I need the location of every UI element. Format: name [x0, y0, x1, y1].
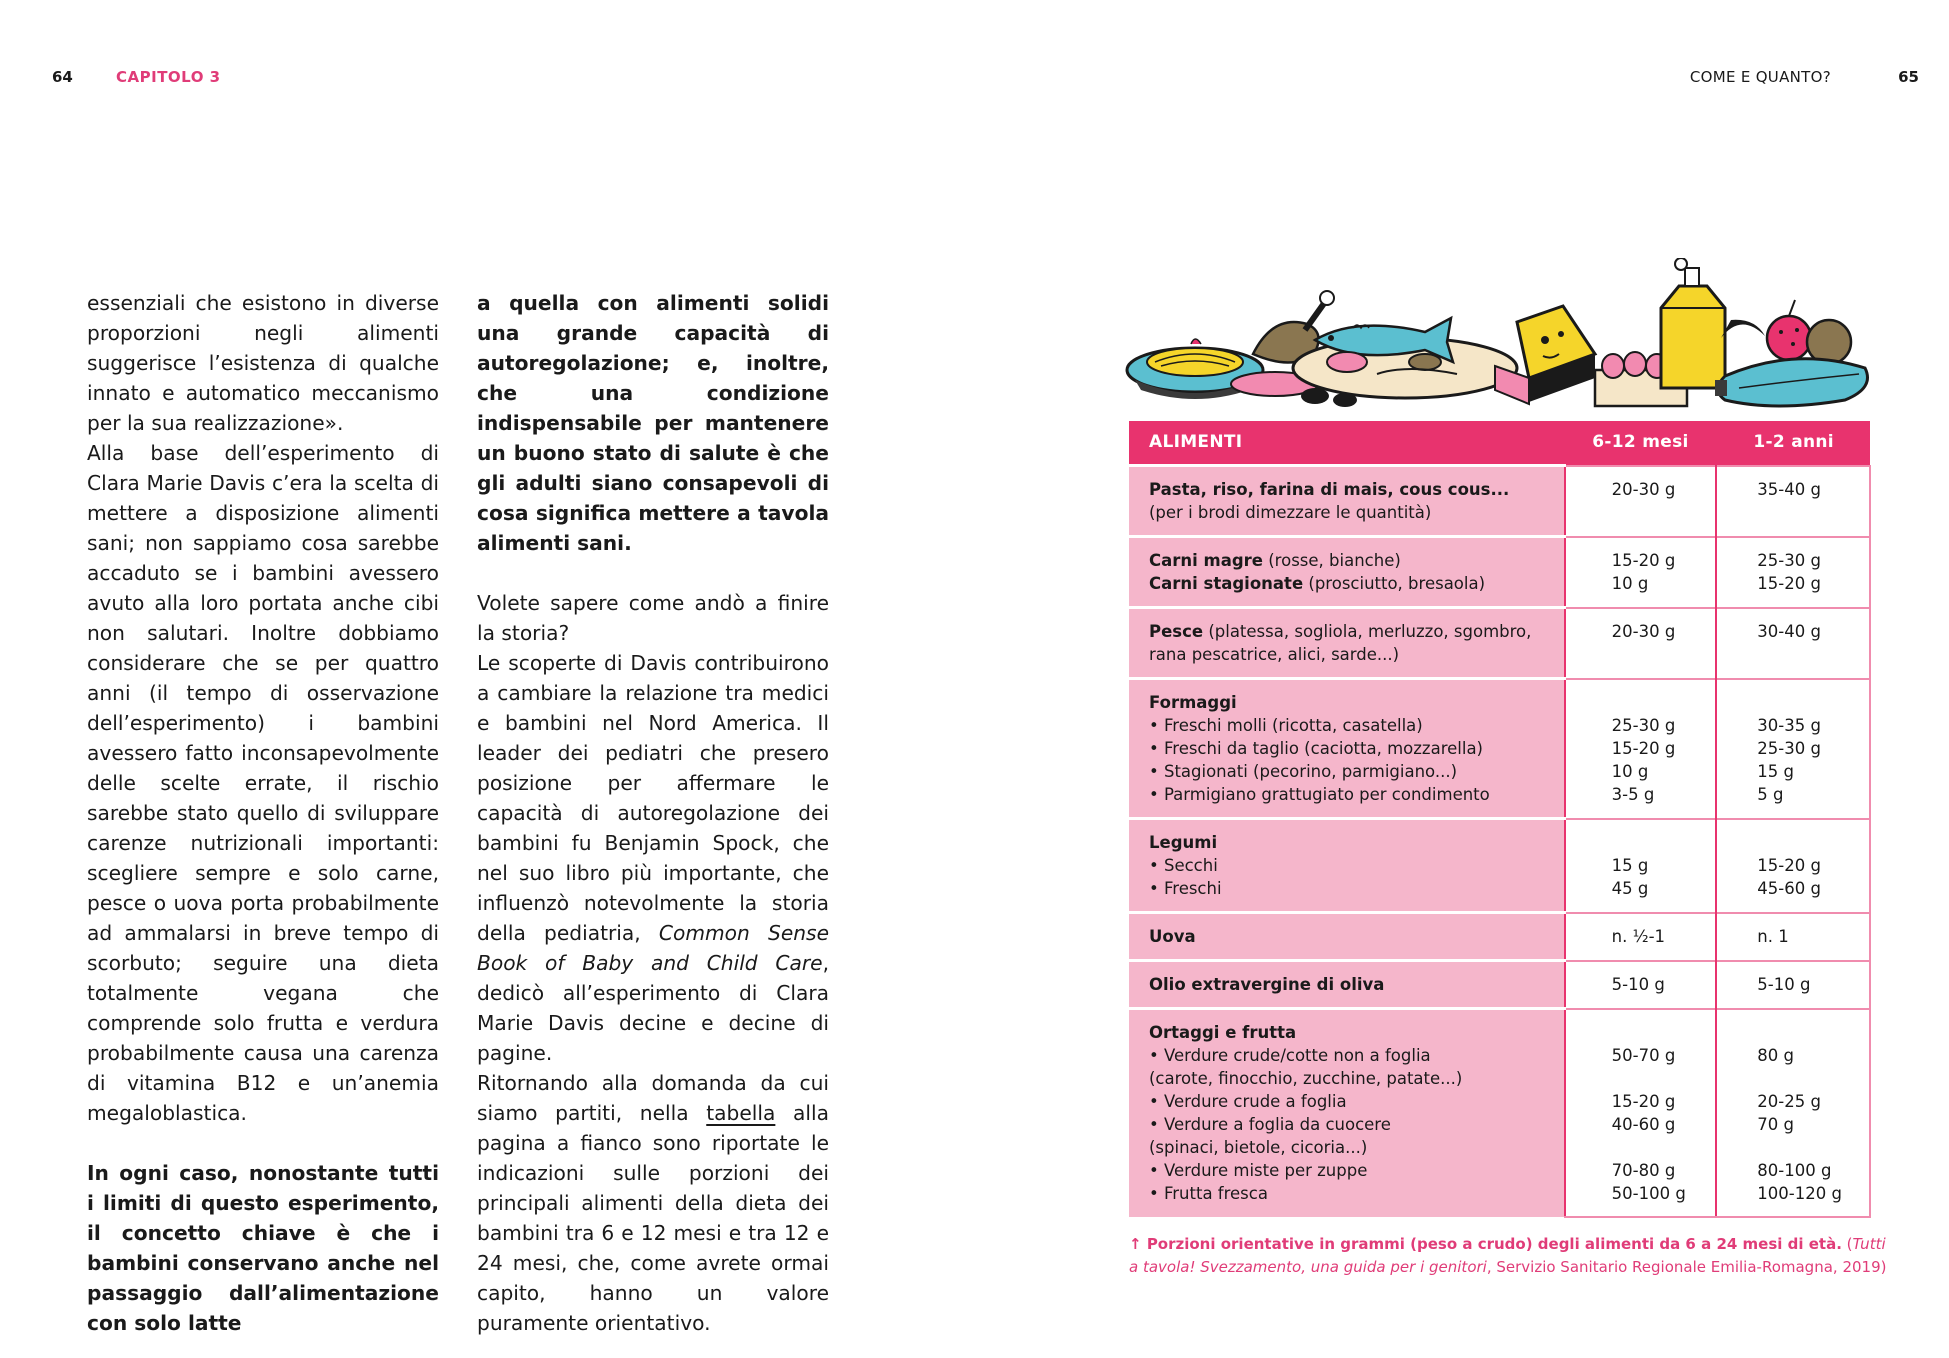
page-number-right: 65: [1898, 68, 1919, 86]
food-detail: • Verdure crude a foglia: [1149, 1092, 1347, 1111]
food-name: Olio extravergine di oliva: [1149, 975, 1385, 994]
portion-value: [1612, 831, 1716, 854]
value-6-12-months: [1565, 466, 1717, 537]
portion-value: 15-20 g: [1611, 738, 1676, 758]
value-6-12-months: [1565, 1009, 1717, 1217]
portion-value: [1757, 691, 1869, 714]
book-title: Common Sense Book of Baby and Child Care: [477, 921, 829, 975]
food-name: Formaggi: [1149, 693, 1237, 712]
table-link[interactable]: tabella: [706, 1101, 776, 1125]
food-name: Uova: [1149, 927, 1196, 946]
portion-value: 50-70 g: [1611, 1045, 1676, 1065]
portion-value: [1757, 1067, 1869, 1090]
value-6-12-months: [1565, 961, 1717, 1009]
portion-value: 20-30 g: [1611, 621, 1676, 641]
food-cell: [1129, 961, 1565, 1009]
portion-value: 5-10 g: [1757, 974, 1811, 994]
table-row: [1129, 819, 1870, 913]
column-header-6-12-months: 6-12 mesi: [1565, 421, 1717, 466]
section-title: COME E QUANTO?: [1689, 68, 1831, 86]
table-row: [1129, 1009, 1870, 1217]
food-detail: • Freschi da taglio (caciotta, mozzarella): [1149, 739, 1483, 758]
food-name: Ortaggi e frutta: [1149, 1023, 1297, 1042]
value-6-12-months: [1565, 608, 1717, 679]
portion-value: 45-60 g: [1757, 878, 1821, 898]
food-detail: rana pescatrice, alici, sarde...): [1149, 645, 1400, 664]
food-cell: [1129, 466, 1565, 537]
food-illustration-icon: [1125, 258, 1870, 416]
food-detail: • Frutta fresca: [1149, 1184, 1268, 1203]
page-number-left: 64: [52, 68, 73, 86]
portion-value: 30-35 g: [1757, 715, 1821, 735]
portion-value: [1612, 1136, 1716, 1159]
food-detail: (per i brodi dimezzare le quantità): [1149, 503, 1432, 522]
portion-value: [1612, 1067, 1716, 1090]
value-6-12-months: [1565, 819, 1717, 913]
source-title: Tutti a tavola! Svezzamento, una guida per i genitori: [1129, 1235, 1886, 1276]
food-cell: [1129, 537, 1565, 608]
value-6-12-months: [1565, 679, 1717, 819]
food-detail: (carote, finocchio, zucchine, patate...): [1149, 1069, 1463, 1088]
paragraph: Ritornando alla domanda da cui siamo partiti, nella tabella alla pagina a fianco sono riportate le indicazioni sulle porzioni dei principali alimenti della dieta dei bambini tra 6 e 12 mesi e tra 12 e 24 mesi, che, come avrete ormai capito, hanno un valore puramente orientativo.: [477, 1071, 829, 1335]
portion-value: 45 g: [1611, 878, 1649, 898]
portion-value: 10 g: [1611, 573, 1649, 593]
food-detail: (rosse, bianche): [1263, 551, 1401, 570]
food-cell: [1129, 608, 1565, 679]
table-row: [1129, 537, 1870, 608]
food-name: Legumi: [1149, 833, 1218, 852]
food-detail: • Freschi molli (ricotta, casatella): [1149, 716, 1423, 735]
food-name: Carni stagionate: [1149, 574, 1304, 593]
food-cell: [1129, 819, 1565, 913]
value-1-2-years: [1716, 466, 1870, 537]
portion-value: 25-30 g: [1757, 550, 1821, 570]
food-detail: • Freschi: [1149, 879, 1222, 898]
table-row: [1129, 466, 1870, 537]
portion-value: 35-40 g: [1757, 479, 1821, 499]
food-cell: [1129, 679, 1565, 819]
portion-value: 15-20 g: [1611, 550, 1676, 570]
paragraph: Volete sapere come andò a finire la storia?: [477, 591, 829, 645]
portion-value: 50-100 g: [1611, 1183, 1686, 1203]
paragraph: Alla base dell’esperimento di Clara Marie Davis c’era la scelta di mettere a disposizione alimenti sani; non sappiamo cosa sarebbe accaduto se i bambini avessero avuto alla loro portata anche cibi non salutari. Inoltre dobbiamo considerare che se per quattro anni (il tempo di osservazione dell’esperimento) i bambini avessero fatto inconsapevolmente delle scelte errate, il rischio sarebbe stato quello di sviluppare carenze nutrizionali importanti: scegliere sempre e solo carne, pesce o uova porta probabilmente ad ammalarsi in breve tempo di scorbuto; seguire una dieta totalmente vegana che comprende solo frutta e verdura probabilmente causa una carenza di vitamina B12 e un’anemia megaloblastica.: [87, 441, 439, 1125]
portion-value: 15-20 g: [1757, 573, 1821, 593]
value-1-2-years: [1716, 913, 1870, 961]
column-header-food: ALIMENTI: [1129, 421, 1565, 466]
food-detail: (spinaci, bietole, cicoria...): [1149, 1138, 1368, 1157]
paragraph-bold: In ogni caso, nonostante tutti i limiti di questo esperimento, il concetto chiave è che i bambini conservano anche nel passaggio dall’alimentazione con solo latte: [87, 1161, 439, 1335]
portion-value: 80-100 g: [1757, 1160, 1832, 1180]
portion-value: 25-30 g: [1611, 715, 1676, 735]
food-name: Pesce: [1149, 622, 1204, 641]
portion-value: 5 g: [1757, 784, 1784, 804]
portion-value: [1612, 691, 1716, 714]
portion-value: [1757, 831, 1869, 854]
table-row: [1129, 608, 1870, 679]
food-name: Pasta, riso, farina di mais, cous cous...: [1149, 480, 1510, 499]
table-caption: ↑ Porzioni orientative in grammi (peso a crudo) degli alimenti da 6 a 24 mesi di età. (Tutti a tavola! Svezzamento, una guida per i genitori, Servizio Sanitario Regionale Emilia-Romagna, 2019): [1129, 1235, 1887, 1276]
food-detail: • Verdure miste per zuppe: [1149, 1161, 1368, 1180]
portion-value: 10 g: [1611, 761, 1649, 781]
portion-value: 20-25 g: [1757, 1091, 1821, 1111]
chapter-title: CAPITOLO 3: [116, 68, 221, 86]
food-detail: (platessa, sogliola, merluzzo, sgombro,: [1203, 622, 1532, 641]
table-row: [1129, 913, 1870, 961]
food-detail: • Verdure crude/cotte non a foglia: [1149, 1046, 1431, 1065]
portion-value: [1757, 1021, 1869, 1044]
food-cell: [1129, 1009, 1565, 1217]
food-detail: • Stagionati (pecorino, parmigiano...): [1149, 762, 1458, 781]
arrow-up-icon: ↑: [1129, 1235, 1142, 1253]
portion-value: 100-120 g: [1757, 1183, 1842, 1203]
portion-value: [1757, 1136, 1869, 1159]
table-row: [1129, 679, 1870, 819]
portion-value: 70-80 g: [1611, 1160, 1676, 1180]
food-detail: • Parmigiano grattugiato per condimento: [1149, 785, 1490, 804]
food-detail: • Secchi: [1149, 856, 1218, 875]
portion-value: 5-10 g: [1611, 974, 1665, 994]
portions-table: [1129, 421, 1871, 1218]
portion-value: 70 g: [1757, 1114, 1794, 1134]
portion-value: n. ½-1: [1611, 926, 1666, 946]
portion-value: [1612, 1021, 1716, 1044]
table-row: [1129, 961, 1870, 1009]
value-1-2-years: [1716, 819, 1870, 913]
value-6-12-months: [1565, 913, 1717, 961]
paragraph: essenziali che esistono in diverse proporzioni negli alimenti suggerisce l’esistenza di qualche innato e automatico meccanismo per la sua realizzazione».: [87, 291, 439, 435]
paragraph-bold: a quella con alimenti solidi una grande capacità di autoregolazione; e, inoltre, che una condizione indispensabile per mantenere un buono stato di salute è che gli adulti siano consapevoli di cosa significa mettere a tavola alimenti sani.: [477, 291, 829, 555]
column-header-1-2-years: 1-2 anni: [1716, 421, 1870, 466]
text-column-1: [87, 288, 439, 1338]
value-1-2-years: [1716, 1009, 1870, 1217]
food-detail: • Verdure a foglia da cuocere: [1149, 1115, 1391, 1134]
text-column-2: [477, 288, 829, 1338]
value-1-2-years: [1716, 537, 1870, 608]
portion-value: 15 g: [1611, 855, 1649, 875]
value-6-12-months: [1565, 537, 1717, 608]
food-cell: [1129, 913, 1565, 961]
value-1-2-years: [1716, 608, 1870, 679]
value-1-2-years: [1716, 961, 1870, 1009]
portion-value: 15-20 g: [1757, 855, 1821, 875]
portion-value: 15-20 g: [1611, 1091, 1676, 1111]
portion-value: 40-60 g: [1611, 1114, 1676, 1134]
portion-value: 80 g: [1757, 1045, 1794, 1065]
portion-value: 3-5 g: [1611, 784, 1655, 804]
portion-value: n. 1: [1757, 926, 1789, 946]
table-header-row: [1129, 421, 1870, 466]
portion-value: 15 g: [1757, 761, 1794, 781]
value-1-2-years: [1716, 679, 1870, 819]
paragraph: Le scoperte di Davis contribuirono a cambiare la relazione tra medici e bambini nel Nord America. Il leader dei pediatri che presero posizione per affermare le capacità di autoregolazione dei bambini fu Benjamin Spock, che nel suo libro più importante, che influenzò notevolmente la storia della pediatria, Common Sense Book of Baby and Child Care, dedicò all’esperimento di Clara Marie Davis decine e decine di pagine.: [477, 651, 829, 1065]
portion-value: 20-30 g: [1611, 479, 1676, 499]
food-detail: (prosciutto, bresaola): [1303, 574, 1486, 593]
portion-value: 25-30 g: [1757, 738, 1821, 758]
food-name: Carni magre: [1149, 551, 1263, 570]
portion-value: 30-40 g: [1757, 621, 1821, 641]
